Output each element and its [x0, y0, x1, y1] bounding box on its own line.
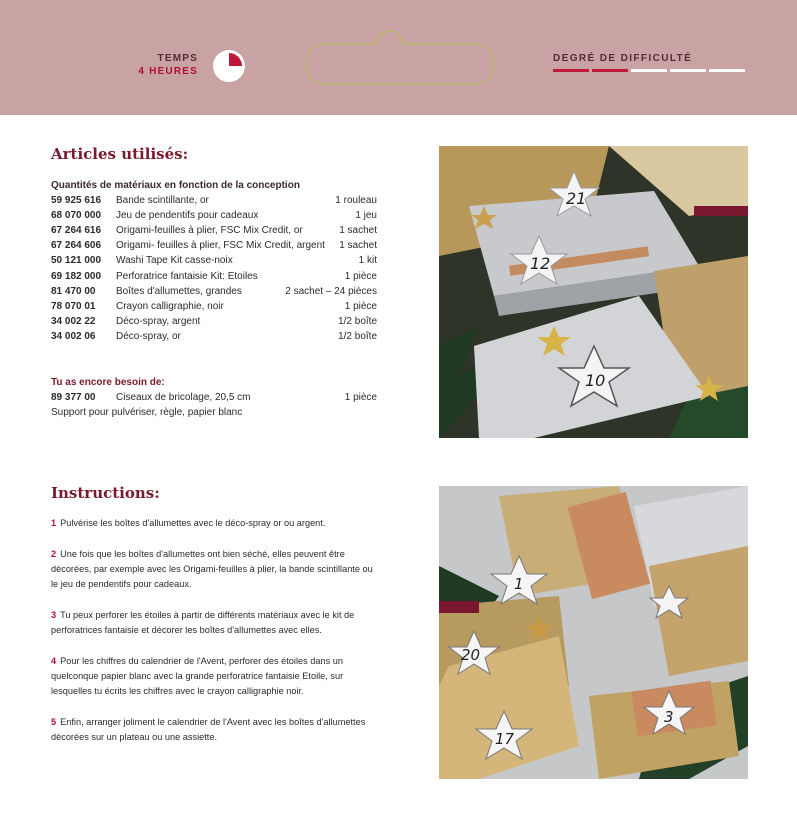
- extra-row: [51, 390, 377, 405]
- article-code: 67 264 616: [51, 225, 102, 237]
- instruction-step: [51, 516, 381, 531]
- extra-note: Support pour pulvériser, règle, papier blanc: [51, 407, 243, 419]
- article-qty: 1 kit: [358, 255, 377, 267]
- material-row: [51, 299, 377, 314]
- instructions-heading: Instructions:: [51, 484, 160, 502]
- article-qty: 1 sachet: [339, 240, 377, 252]
- photo-star-number: 17: [495, 730, 515, 748]
- difficulty-bars: [553, 69, 747, 72]
- article-code: 34 002 06: [51, 330, 96, 342]
- material-row: [51, 208, 377, 223]
- article-desc: Boîtes d'allumettes, grandes: [116, 285, 242, 297]
- material-row: [51, 284, 377, 299]
- article-desc: Ciseaux de bricolage, 20,5 cm: [116, 392, 251, 404]
- material-row: [51, 269, 377, 284]
- materials-subtitle: Quantités de matériaux en fonction de la conception: [51, 180, 300, 191]
- photo-star-number: 3: [664, 708, 674, 726]
- material-row: [51, 329, 377, 344]
- article-code: 69 182 000: [51, 270, 102, 282]
- difficulty-bar: [592, 69, 628, 72]
- photo-star-number: 21: [566, 189, 587, 208]
- photo-gift-boxes-silver: [439, 146, 748, 438]
- extra-heading: Tu as encore besoin de:: [51, 377, 165, 388]
- step-text: Pour les chiffres du calendrier de l'Avent, perforer des étoiles dans un quelconque papier blanc avec la grande perforatrice fantaisie Etoile, sur lesquelles tu écrits les chiffres avec le crayon calligraphie noir.: [51, 656, 344, 696]
- article-code: 78 070 01: [51, 300, 96, 312]
- photo-star-number: 1: [514, 575, 524, 593]
- article-desc: Crayon calligraphie, noir: [116, 300, 224, 312]
- material-row: [51, 253, 377, 268]
- step-number: 2: [51, 549, 57, 559]
- instruction-step: [51, 547, 381, 592]
- article-qty: 1 pièce: [344, 270, 377, 282]
- time-label: TEMPS: [157, 53, 198, 64]
- difficulty-bar: [631, 69, 667, 72]
- difficulty-bar: [670, 69, 706, 72]
- step-number: 4: [51, 656, 57, 666]
- article-desc: Jeu de pendentifs pour cadeaux: [116, 210, 259, 222]
- article-desc: Bande scintillante, or: [116, 195, 209, 207]
- article-desc: Perforatrice fantaisie Kit: Etoiles: [116, 270, 258, 282]
- article-qty: 1 sachet: [339, 225, 377, 237]
- photo-star-number: 20: [461, 646, 481, 664]
- article-qty: 1/2 boîte: [338, 330, 377, 342]
- step-number: 5: [51, 717, 57, 727]
- article-qty: 1 pièce: [344, 300, 377, 312]
- article-qty: 1 jeu: [355, 210, 377, 222]
- articles-heading: Articles utilisés:: [51, 145, 189, 163]
- step-text: Une fois que les boîtes d'allumettes ont bien séché, elles peuvent être décorées, par exemple avec les Origami-feuilles à plier, la bande scintillante ou le jeu de pendentifs pour cadeaux.: [51, 549, 373, 589]
- article-qty: 2 sachet – 24 pièces: [285, 285, 377, 297]
- article-code: 81 470 00: [51, 285, 96, 297]
- difficulty-label: DEGRÉ DE DIFFICULTÉ: [553, 53, 693, 64]
- article-qty: 1 pièce: [344, 392, 377, 404]
- article-desc: Déco-spray, argent: [116, 315, 201, 327]
- article-code: 67 264 606: [51, 240, 102, 252]
- instruction-step: [51, 608, 381, 638]
- instruction-step: [51, 654, 381, 699]
- extra-supplies: [51, 375, 377, 420]
- material-row: [51, 193, 377, 208]
- step-text: Enfin, arranger joliment le calendrier de l'Avent avec les boîtes d'allumettes décorées sur un plateau ou une assiette.: [51, 717, 366, 742]
- material-row: [51, 314, 377, 329]
- instructions-list: [51, 516, 381, 761]
- article-qty: 1/2 boîte: [338, 315, 377, 327]
- header-band: [0, 0, 797, 115]
- time-block: [118, 52, 198, 78]
- article-code: 34 002 22: [51, 315, 96, 327]
- photo-gift-boxes-gold: [439, 486, 748, 779]
- article-code: 59 925 616: [51, 195, 102, 207]
- difficulty-block: [553, 52, 747, 72]
- difficulty-bar: [553, 69, 589, 72]
- material-row: [51, 223, 377, 238]
- photo-star-number: 10: [585, 371, 606, 390]
- time-value: 4 HEURES: [138, 66, 198, 77]
- article-code: 68 070 000: [51, 210, 102, 222]
- step-number: 3: [51, 610, 57, 620]
- article-desc: Origami- feuilles à plier, FSC Mix Credit, argent: [116, 240, 325, 252]
- article-code: 89 377 00: [51, 392, 96, 404]
- article-qty: 1 rouleau: [335, 195, 377, 207]
- materials-list: [51, 178, 377, 344]
- article-desc: Washi Tape Kit casse-noix: [116, 255, 233, 267]
- tag-outline-icon: [303, 26, 497, 90]
- photo-star-number: 12: [530, 254, 551, 273]
- instruction-step: [51, 715, 381, 745]
- clock-icon: [212, 49, 246, 83]
- material-row: [51, 238, 377, 253]
- article-code: 50 121 000: [51, 255, 102, 267]
- difficulty-bar: [709, 69, 745, 72]
- article-desc: Origami-feuilles à plier, FSC Mix Credit, or: [116, 225, 303, 237]
- article-desc: Déco-spray, or: [116, 330, 181, 342]
- step-text: Pulvérise les boîtes d'allumettes avec le déco-spray or ou argent.: [60, 518, 326, 528]
- step-number: 1: [51, 518, 57, 528]
- step-text: Tu peux perforer les étoiles à partir de différents matériaux avec le kit de perforatrices fantaisie et décorer les boîtes d'allumettes avec elles.: [51, 610, 355, 635]
